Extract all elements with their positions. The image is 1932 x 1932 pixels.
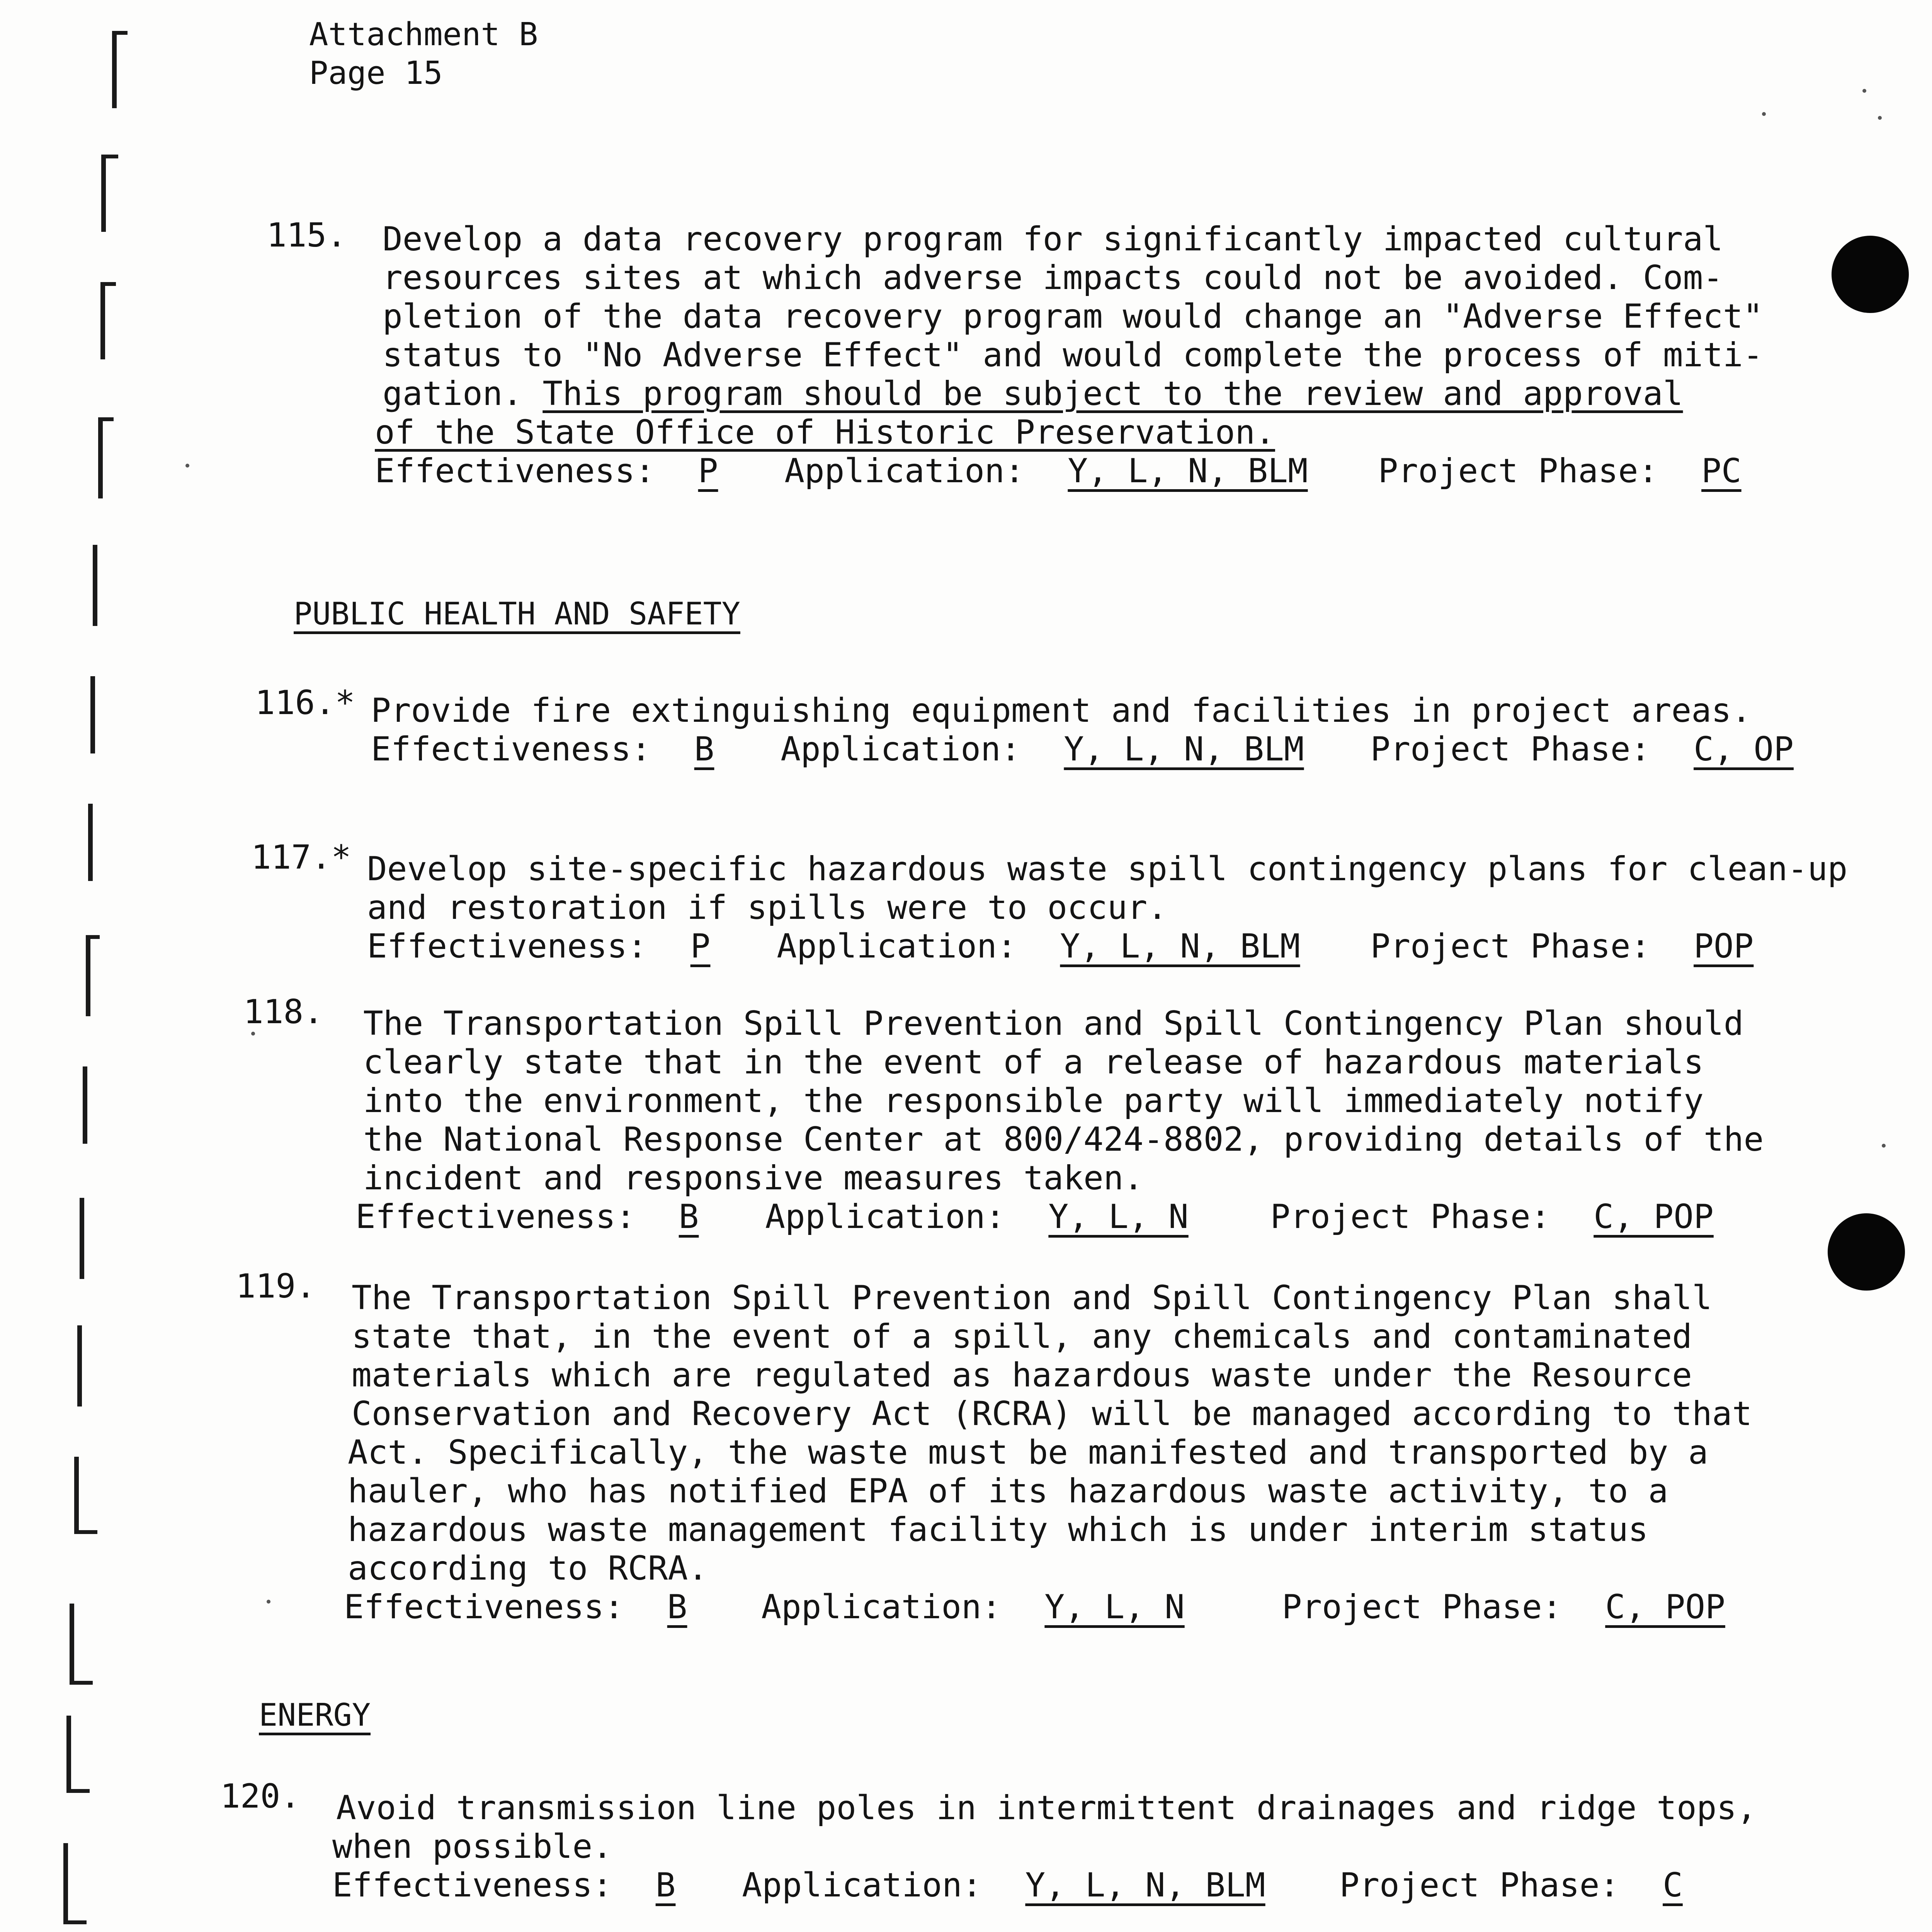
margin-bracket-mark: [66, 1716, 71, 1793]
application-label: Application:: [784, 452, 1025, 490]
project-phase-label: Project Phase:: [1370, 730, 1651, 769]
item-line: [383, 375, 1683, 413]
margin-bracket-mark: [63, 1920, 87, 1924]
item-line: clearly state that in the event of a release of hazardous materials: [363, 1043, 1704, 1082]
scan-speck: [1882, 1144, 1886, 1148]
project-phase-value: C, OP: [1694, 730, 1794, 769]
effectiveness-value: B: [655, 1866, 676, 1905]
effectiveness-row: [344, 1588, 1725, 1626]
margin-bracket-mark: [98, 417, 103, 498]
margin-bracket-mark: [86, 935, 100, 939]
effectiveness-row: [375, 452, 1742, 490]
item-line: state that, in the event of a spill, any chemicals and contaminated: [352, 1317, 1692, 1356]
margin-bracket-mark: [63, 1843, 68, 1924]
item-line: Provide fire extinguishing equipment and facilities in project areas.: [371, 691, 1752, 730]
item-line: into the environment, the responsible party will immediately notify: [363, 1082, 1704, 1120]
margin-bracket-mark: [66, 1789, 90, 1793]
item-line: The Transportation Spill Prevention and Spill Contingency Plan should: [363, 1004, 1744, 1043]
margin-bracket-mark: [80, 1198, 84, 1279]
item-number: 115.: [267, 216, 347, 255]
application-value: Y, L, N, BLM: [1068, 452, 1308, 490]
attachment-label: Attachment B: [309, 16, 538, 53]
margin-bracket-mark: [93, 545, 97, 626]
binder-hole: [1828, 1213, 1905, 1291]
application-value: Y, L, N: [1044, 1588, 1185, 1626]
scan-speck: [1762, 112, 1766, 116]
margin-bracket-mark: [98, 417, 114, 421]
item-number: 117.*: [251, 838, 351, 877]
margin-bracket-mark: [86, 935, 90, 1016]
binder-hole: [1832, 236, 1909, 313]
item-line: materials which are regulated as hazardous waste under the Resource: [352, 1356, 1692, 1395]
item-line: status to "No Adverse Effect" and would complete the process of miti-: [383, 336, 1763, 374]
item-line: and restoration if spills were to occur.: [367, 888, 1168, 927]
application-value: Y, L, N, BLM: [1060, 927, 1300, 966]
project-phase-label: Project Phase:: [1282, 1588, 1562, 1626]
effectiveness-label: Effectiveness:: [371, 730, 651, 769]
item-line: Develop site-specific hazardous waste spill contingency plans for clean-up: [367, 850, 1848, 888]
item-line-text: gation.: [383, 374, 543, 413]
application-label: Application:: [781, 730, 1021, 769]
application-label: Application:: [742, 1866, 982, 1905]
margin-bracket-mark: [90, 676, 95, 753]
effectiveness-label: Effectiveness:: [367, 927, 647, 966]
scan-speck: [251, 1032, 255, 1036]
section-heading: ENERGY: [259, 1697, 371, 1733]
page-label: Page 15: [309, 55, 443, 92]
item-number: 120.: [220, 1777, 301, 1816]
underlined-recommended-change: of the State Office of Historic Preservation.: [375, 413, 1275, 452]
effectiveness-label: Effectiveness:: [344, 1588, 624, 1626]
application-label: Application:: [777, 927, 1017, 966]
item-line: when possible.: [332, 1827, 612, 1866]
margin-bracket-mark: [83, 1066, 87, 1144]
scan-speck: [185, 464, 189, 468]
item-line: hazardous waste management facility which is under interim status: [348, 1510, 1648, 1549]
item-number: 116.*: [255, 684, 355, 722]
item-line: the National Response Center at 800/424-8802, providing details of the: [363, 1120, 1764, 1159]
attachment-header: [309, 15, 538, 93]
project-phase-value: C, POP: [1594, 1197, 1714, 1236]
project-phase-label: Project Phase:: [1370, 927, 1651, 966]
effectiveness-label: Effectiveness:: [355, 1197, 636, 1236]
margin-bracket-mark: [77, 1325, 82, 1406]
item-line: Develop a data recovery program for significantly impacted cultural: [383, 220, 1723, 259]
project-phase-label: Project Phase:: [1270, 1197, 1551, 1236]
margin-bracket-mark: [74, 1530, 97, 1534]
margin-bracket-mark: [100, 282, 105, 359]
item-number: 119.: [236, 1267, 316, 1306]
application-value: Y, L, N, BLM: [1064, 730, 1304, 769]
margin-bracket-mark: [112, 31, 128, 35]
margin-bracket-mark: [70, 1604, 74, 1685]
project-phase-label: Project Phase:: [1339, 1866, 1620, 1905]
margin-bracket-mark: [100, 282, 116, 286]
item-line: Conservation and Recovery Act (RCRA) will be managed according to that: [352, 1395, 1752, 1433]
scan-speck: [1878, 116, 1882, 120]
item-line: Act. Specifically, the waste must be manifested and transported by a: [348, 1433, 1708, 1472]
item-line: hauler, who has notified EPA of its hazardous waste activity, to a: [348, 1472, 1668, 1510]
margin-bracket-mark: [74, 1457, 79, 1534]
effectiveness-row: [332, 1866, 1683, 1904]
effectiveness-label: Effectiveness:: [375, 452, 655, 490]
effectiveness-row: [355, 1198, 1714, 1236]
effectiveness-value: B: [667, 1588, 687, 1626]
item-line: pletion of the data recovery program would change an "Adverse Effect": [383, 297, 1763, 336]
scan-speck: [267, 1600, 270, 1604]
item-line: Avoid transmission line poles in intermittent drainages and ridge tops,: [336, 1789, 1757, 1827]
margin-bracket-mark: [88, 804, 93, 881]
margin-bracket-mark: [101, 155, 106, 232]
effectiveness-value: P: [698, 452, 718, 490]
application-value: Y, L, N, BLM: [1025, 1866, 1265, 1905]
application-label: Application:: [761, 1588, 1002, 1626]
margin-bracket-mark: [70, 1681, 93, 1685]
item-number: 118.: [243, 993, 324, 1031]
project-phase-label: Project Phase:: [1378, 452, 1658, 490]
project-phase-value: POP: [1694, 927, 1754, 966]
margin-bracket-mark: [101, 155, 118, 158]
effectiveness-row: [371, 730, 1794, 768]
effectiveness-value: P: [690, 927, 711, 966]
effectiveness-row: [367, 927, 1753, 965]
effectiveness-value: B: [694, 730, 714, 769]
application-label: Application:: [765, 1197, 1005, 1236]
effectiveness-label: Effectiveness:: [332, 1866, 612, 1905]
item-line: resources sites at which adverse impacts could not be avoided. Com-: [383, 259, 1723, 297]
underlined-recommended-change: This program should be subject to the review and approval: [543, 374, 1683, 413]
project-phase-value: C: [1663, 1866, 1683, 1905]
project-phase-value: C, POP: [1605, 1588, 1725, 1626]
scan-speck: [1862, 89, 1866, 93]
section-heading: PUBLIC HEALTH AND SAFETY: [294, 596, 740, 632]
item-line: incident and responsive measures taken.: [363, 1159, 1144, 1197]
application-value: Y, L, N: [1048, 1197, 1189, 1236]
item-line: according to RCRA.: [348, 1549, 708, 1588]
effectiveness-value: B: [679, 1197, 699, 1236]
project-phase-value: PC: [1701, 452, 1742, 490]
margin-bracket-mark: [112, 31, 117, 108]
item-line: The Transportation Spill Prevention and Spill Contingency Plan shall: [352, 1279, 1712, 1317]
